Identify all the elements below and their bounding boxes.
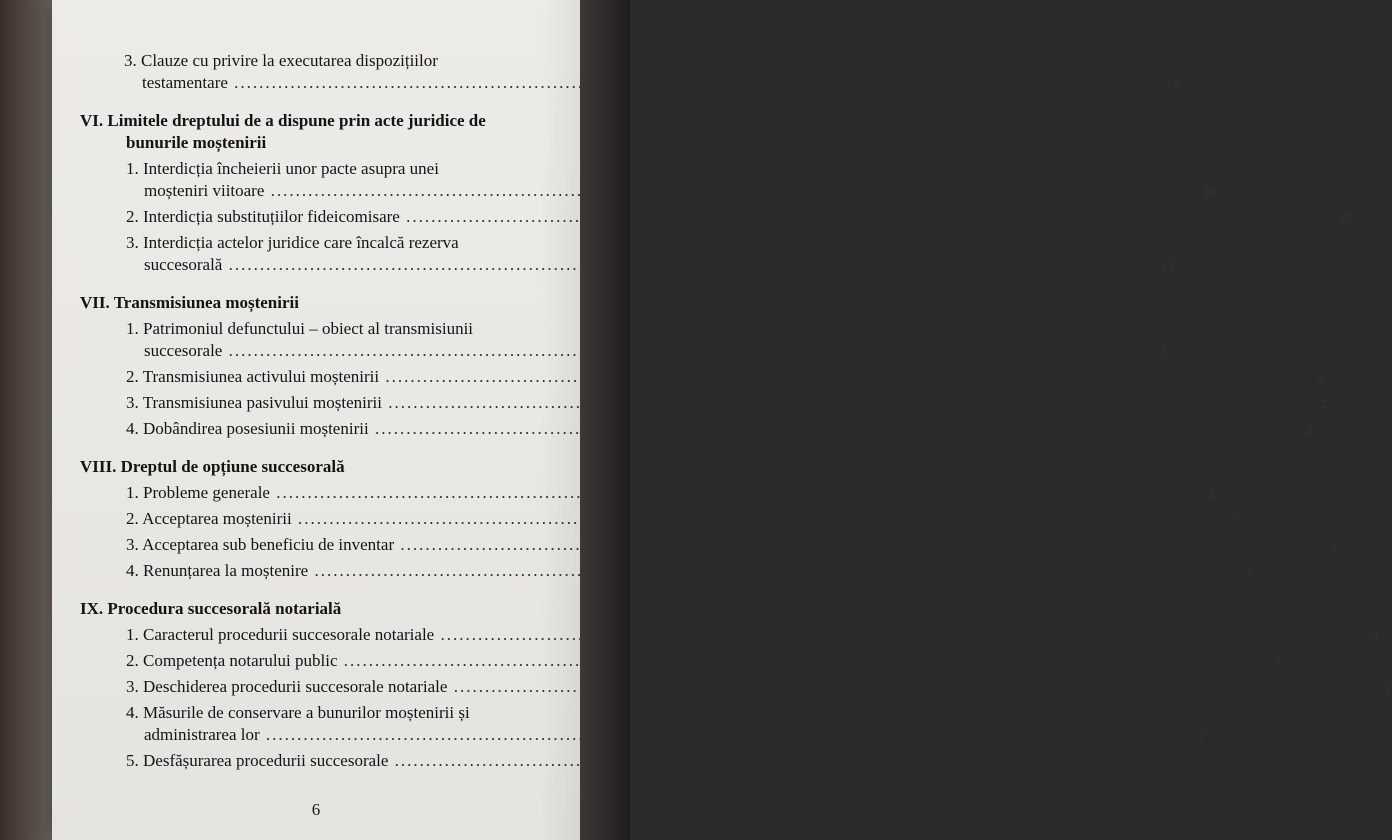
entry-text: Renunțarea la moștenire bbox=[143, 561, 309, 580]
toc-entry bbox=[80, 560, 1253, 584]
entry-number: 1. bbox=[126, 625, 139, 644]
entry-text: Dobândirea posesiunii moștenirii bbox=[143, 419, 369, 438]
dot-leader bbox=[298, 509, 1223, 528]
entry-text: Desfășurarea procedurii succesorale bbox=[143, 751, 389, 770]
entry-text: Clauze cu privire la executarea dispozițiilor bbox=[141, 51, 438, 70]
entry-page: 2 bbox=[1316, 371, 1324, 386]
dot-leader bbox=[406, 207, 1331, 226]
entry-page: 2 bbox=[1306, 423, 1314, 438]
entry-number: 1. bbox=[126, 483, 139, 502]
dot-leader bbox=[229, 341, 1154, 360]
toc-entry bbox=[80, 624, 1379, 648]
page-number: 6 bbox=[311, 800, 321, 819]
entry-number: 4. bbox=[126, 419, 139, 438]
entry-page: 18 bbox=[1165, 77, 1180, 92]
section-heading: IX. Procedura succesorală notarială bbox=[80, 599, 342, 618]
dot-leader bbox=[266, 725, 1191, 744]
entry-page: 2 bbox=[1331, 539, 1339, 554]
dot-leader bbox=[229, 255, 1154, 274]
toc-entry bbox=[80, 702, 1205, 748]
entry-number: 2. bbox=[126, 651, 139, 670]
toc-entry bbox=[80, 418, 1314, 442]
entry-number: 2. bbox=[126, 207, 139, 226]
dot-leader bbox=[276, 483, 1201, 502]
entry-text-cont: moșteniri viitoare bbox=[144, 181, 265, 200]
entry-text: Interdicția actelor juridice care încalcă rezerva bbox=[143, 233, 459, 252]
section-heading: VIII. Dreptul de opțiune succesorală bbox=[80, 457, 345, 476]
toc-entry bbox=[80, 206, 1352, 230]
section-ix bbox=[80, 598, 1392, 774]
toc-entry bbox=[80, 50, 1180, 96]
entry-text-cont: succesorală bbox=[144, 255, 223, 274]
toc-entry bbox=[80, 508, 1237, 532]
entry-page: 2 bbox=[1197, 729, 1205, 744]
entry-page: 2 bbox=[1371, 629, 1379, 644]
entry-number: 4. bbox=[126, 561, 139, 580]
section-vi bbox=[80, 110, 1352, 278]
entry-number: 4. bbox=[126, 703, 139, 722]
entry-number: 3. bbox=[126, 393, 139, 412]
entry-number: 2. bbox=[126, 367, 139, 386]
dot-leader bbox=[385, 367, 1310, 386]
dot-leader bbox=[344, 651, 1269, 670]
section-heading: VI. Limitele dreptului de a dispune prin acte juridice de bunurile moștenirii bbox=[80, 111, 486, 152]
dot-leader bbox=[314, 561, 1239, 580]
entry-number: 2. bbox=[126, 509, 139, 528]
entry-number: 3. bbox=[126, 535, 139, 554]
entry-number: 5. bbox=[126, 751, 139, 770]
entry-number: 1. bbox=[126, 319, 139, 338]
entry-text: Transmisiunea pasivului moștenirii bbox=[142, 393, 382, 412]
toc-entry bbox=[80, 392, 1327, 416]
entry-page: 19 bbox=[1337, 211, 1352, 226]
entry-text-cont: administrarea lor bbox=[144, 725, 260, 744]
toc-entry bbox=[80, 158, 1216, 204]
entry-text: Probleme generale bbox=[143, 483, 270, 502]
entry-number: 3. bbox=[124, 51, 137, 70]
entry-text-cont: succesorale bbox=[144, 341, 223, 360]
dot-leader bbox=[400, 535, 1325, 554]
dot-leader bbox=[395, 751, 1320, 770]
toc-entry bbox=[80, 232, 1174, 278]
section-vii bbox=[80, 292, 1327, 442]
entry-text: Acceptarea sub beneficiu de inventar bbox=[142, 535, 395, 554]
entry-page: 2 bbox=[1245, 565, 1253, 580]
entry-number: 1. bbox=[126, 159, 139, 178]
entry-number: 3. bbox=[126, 677, 139, 696]
entry-page: 18 bbox=[1201, 185, 1216, 200]
dot-leader bbox=[375, 419, 1300, 438]
entry-page: 2 bbox=[1207, 487, 1215, 502]
section-viii bbox=[80, 456, 1339, 584]
entry-number: 3. bbox=[126, 233, 139, 252]
entry-text-cont: testamentare bbox=[142, 73, 228, 92]
entry-text: Competența notarului public bbox=[143, 651, 338, 670]
entry-page: 19 bbox=[1159, 259, 1174, 274]
toc-entry bbox=[80, 366, 1324, 390]
toc-entry bbox=[80, 676, 1392, 700]
toc-entry bbox=[80, 650, 1283, 674]
table-of-contents bbox=[80, 48, 1392, 788]
entry-text: Caracterul procedurii succesorale notariale bbox=[143, 625, 435, 644]
entry-page: 2 bbox=[1159, 345, 1167, 360]
entry-page: 2 bbox=[1319, 397, 1327, 412]
background-edge bbox=[580, 0, 630, 840]
dot-leader bbox=[388, 393, 1313, 412]
toc-entry bbox=[80, 482, 1215, 506]
dot-leader bbox=[271, 181, 1196, 200]
entry-text: Deschiderea procedurii succesorale notariale bbox=[143, 677, 448, 696]
entry-text: Interdicția încheierii unor pacte asupra unei bbox=[143, 159, 439, 178]
dot-leader bbox=[234, 73, 1159, 92]
entry-page: 2 bbox=[1384, 681, 1392, 696]
toc-entry bbox=[80, 750, 580, 774]
entry-text: Acceptarea moștenirii bbox=[142, 509, 292, 528]
entry-text: Măsurile de conservare a bunurilor moștenirii și bbox=[143, 703, 470, 722]
entry-text: Interdicția substituțiilor fideicomisare bbox=[143, 207, 400, 226]
entry-text: Patrimoniul defunctului – obiect al transmisiunii bbox=[143, 319, 474, 338]
entry-page: 2 bbox=[1275, 655, 1283, 670]
section-v-tail bbox=[80, 50, 1180, 96]
toc-entry bbox=[80, 534, 1339, 558]
toc-entry bbox=[80, 318, 1167, 364]
entry-page: 2 bbox=[1229, 513, 1237, 528]
section-heading: VII. Transmisiunea moștenirii bbox=[80, 293, 299, 312]
book-page bbox=[52, 0, 1392, 840]
entry-text: Transmisiunea activului moștenirii bbox=[142, 367, 380, 386]
